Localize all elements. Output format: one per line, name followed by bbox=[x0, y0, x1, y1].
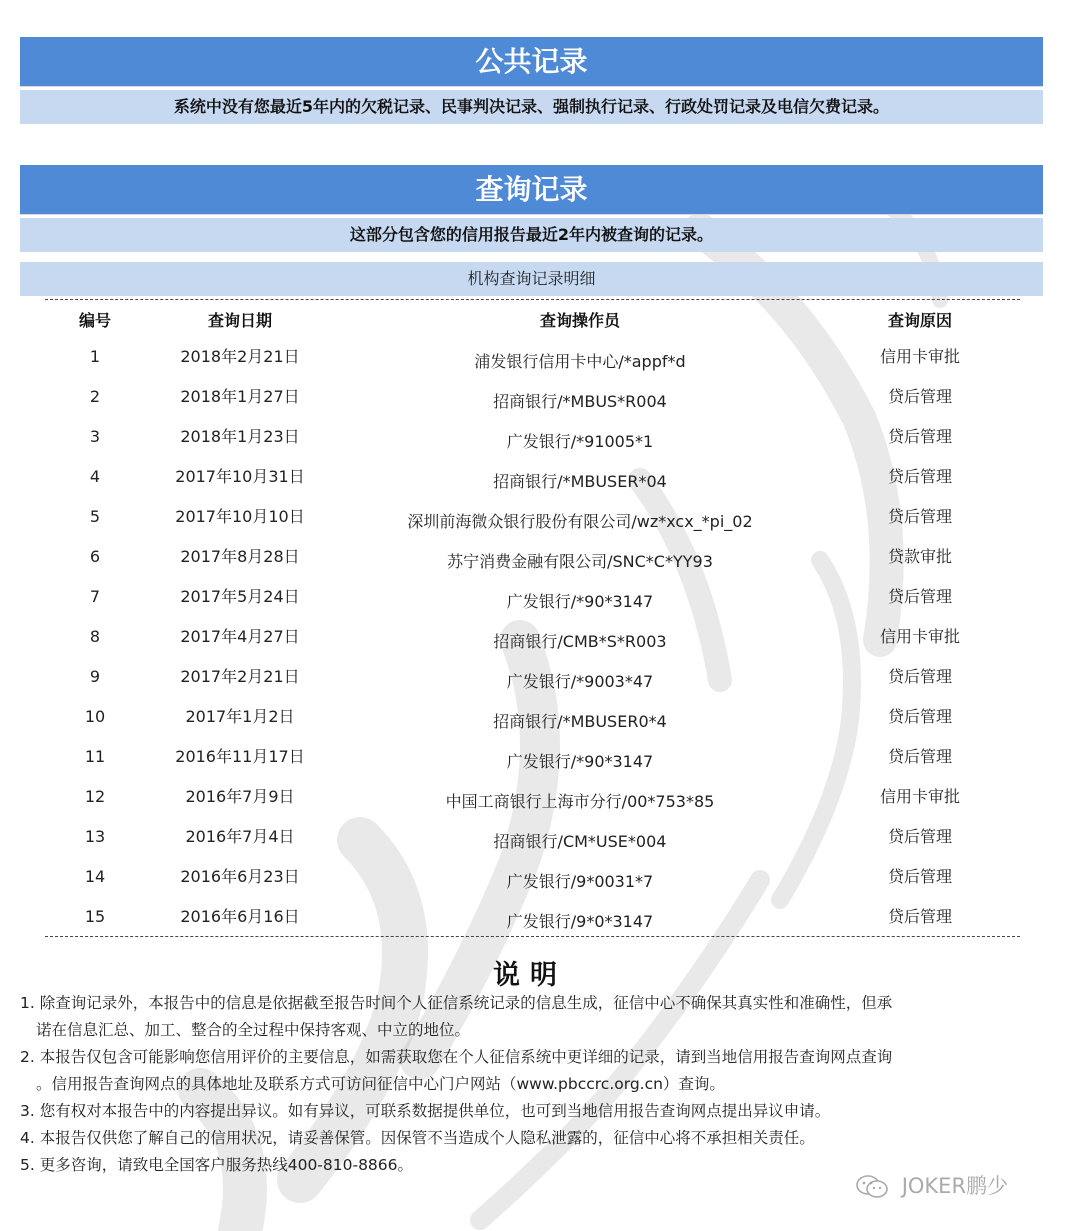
row-date: 2017年5月24日 bbox=[180, 587, 300, 606]
notes-title: 说明 bbox=[493, 960, 567, 991]
note-item: 1. 除查询记录外，本报告中的信息是依据截至报告时间个人征信系统记录的信息生成，征信中心不确保其真实性和准确性，但承 bbox=[20, 994, 893, 1012]
table-row bbox=[0, 465, 1080, 505]
row-reason: 信用卡审批 bbox=[879, 627, 960, 646]
row-reason: 贷后管理 bbox=[887, 827, 952, 846]
row-number: 7 bbox=[89, 587, 101, 606]
row-operator: 广发银行/*90*3147 bbox=[506, 592, 654, 611]
table-row bbox=[0, 345, 1080, 385]
query-records-title: 查询记录 bbox=[20, 165, 1043, 215]
public-records-title: 公共记录 bbox=[20, 37, 1043, 87]
table-row bbox=[0, 785, 1080, 825]
table-row bbox=[0, 825, 1080, 865]
note-item: 3. 您有权对本报告中的内容提出异议。如有异议，可联系数据提供单位，也可到当地信用报告查询网点提出异议申请。 bbox=[20, 1102, 831, 1120]
table-row bbox=[0, 425, 1080, 465]
column-header-number: 编号 bbox=[78, 311, 111, 330]
brand-name: JOKER鹏少 bbox=[901, 1174, 1009, 1198]
row-operator: 浦发银行信用卡中心/*appf*d bbox=[474, 352, 686, 371]
table-row bbox=[0, 545, 1080, 585]
row-reason: 贷后管理 bbox=[887, 707, 952, 726]
note-item: 4. 本报告仅供您了解自己的信用状况，请妥善保管。因保管不当造成个人隐私泄露的，征信中心将不承担相关责任。 bbox=[20, 1129, 815, 1147]
row-date: 2017年2月21日 bbox=[180, 667, 300, 686]
row-reason: 贷后管理 bbox=[887, 427, 952, 446]
query-table-header bbox=[0, 308, 1080, 334]
row-number: 4 bbox=[89, 467, 101, 486]
row-date: 2017年1月2日 bbox=[185, 707, 295, 726]
row-number: 1 bbox=[89, 347, 101, 366]
note-item-continuation: 诺在信息汇总、加工、整合的全过程中保持客观、中立的地位。 bbox=[36, 1021, 471, 1039]
note-item: 5. 更多咨询，请致电全国客户服务热线400-810-8866。 bbox=[20, 1156, 414, 1174]
row-number: 2 bbox=[89, 387, 101, 406]
row-operator: 苏宁消费金融有限公司/SNC*C*YY93 bbox=[447, 552, 713, 571]
row-number: 13 bbox=[84, 827, 106, 846]
row-date: 2016年11月17日 bbox=[175, 747, 305, 766]
row-number: 3 bbox=[89, 427, 101, 446]
row-operator: 招商银行/CM*USE*004 bbox=[493, 832, 667, 851]
row-date: 2018年2月21日 bbox=[180, 347, 300, 366]
public-records-summary: 系统中没有您最近5年内的欠税记录、民事判决记录、强制执行记录、行政处罚记录及电信欠费记录。 bbox=[20, 90, 1043, 124]
column-header-operator: 查询操作员 bbox=[539, 311, 620, 330]
row-operator: 招商银行/*MBUS*R004 bbox=[493, 392, 667, 411]
row-number: 5 bbox=[89, 507, 101, 526]
row-operator: 招商银行/*MBUSER*04 bbox=[493, 472, 667, 491]
row-operator: 广发银行/*91005*1 bbox=[506, 432, 654, 451]
table-row bbox=[0, 905, 1080, 945]
row-operator: 广发银行/*90*3147 bbox=[506, 752, 654, 771]
table-row bbox=[0, 705, 1080, 745]
column-header-reason: 查询原因 bbox=[887, 311, 952, 330]
row-number: 11 bbox=[84, 747, 106, 766]
row-date: 2018年1月23日 bbox=[180, 427, 300, 446]
row-reason: 信用卡审批 bbox=[879, 347, 960, 366]
table-top-divider bbox=[45, 299, 1020, 300]
row-reason: 贷后管理 bbox=[887, 587, 952, 606]
row-reason: 贷后管理 bbox=[887, 507, 952, 526]
row-operator: 广发银行/9*0031*7 bbox=[506, 872, 654, 891]
row-number: 10 bbox=[84, 707, 106, 726]
row-date: 2017年10月31日 bbox=[175, 467, 305, 486]
row-number: 9 bbox=[89, 667, 101, 686]
row-number: 12 bbox=[84, 787, 106, 806]
row-reason: 贷后管理 bbox=[887, 907, 952, 926]
row-reason: 信用卡审批 bbox=[879, 787, 960, 806]
table-row bbox=[0, 505, 1080, 545]
row-number: 14 bbox=[84, 867, 106, 886]
column-header-date: 查询日期 bbox=[207, 311, 272, 330]
table-row bbox=[0, 665, 1080, 705]
row-reason: 贷款审批 bbox=[887, 547, 952, 566]
row-reason: 贷后管理 bbox=[887, 387, 952, 406]
query-table-body bbox=[0, 345, 1080, 945]
query-records-summary: 这部分包含您的信用报告最近2年内被查询的记录。 bbox=[20, 218, 1043, 252]
table-bottom-divider bbox=[45, 936, 1020, 937]
table-row bbox=[0, 865, 1080, 905]
row-date: 2016年7月9日 bbox=[185, 787, 295, 806]
row-date: 2017年10月10日 bbox=[175, 507, 305, 526]
row-operator: 广发银行/9*0*3147 bbox=[506, 912, 654, 931]
row-date: 2017年8月28日 bbox=[180, 547, 300, 566]
row-operator: 广发银行/*9003*47 bbox=[506, 672, 654, 691]
row-reason: 贷后管理 bbox=[887, 667, 952, 686]
row-number: 15 bbox=[84, 907, 106, 926]
row-reason: 贷后管理 bbox=[887, 867, 952, 886]
brand-watermark bbox=[855, 1170, 1008, 1200]
row-operator: 深圳前海微众银行股份有限公司/wz*xcx_*pi_02 bbox=[407, 512, 753, 531]
row-date: 2016年6月16日 bbox=[180, 907, 300, 926]
table-row bbox=[0, 385, 1080, 425]
row-date: 2017年4月27日 bbox=[180, 627, 300, 646]
row-number: 8 bbox=[89, 627, 101, 646]
row-reason: 贷后管理 bbox=[887, 467, 952, 486]
row-reason: 贷后管理 bbox=[887, 747, 952, 766]
table-row bbox=[0, 585, 1080, 625]
notes-list bbox=[20, 990, 1040, 1179]
query-table-caption: 机构查询记录明细 bbox=[20, 262, 1043, 296]
row-number: 6 bbox=[89, 547, 101, 566]
row-operator: 中国工商银行上海市分行/00*753*85 bbox=[445, 792, 715, 811]
row-operator: 招商银行/*MBUSER0*4 bbox=[493, 712, 667, 731]
note-item: 2. 本报告仅包含可能影响您信用评价的主要信息，如需获取您在个人征信系统中更详细的记录，请到当地信用报告查询网点查询 bbox=[20, 1048, 893, 1066]
table-row bbox=[0, 625, 1080, 665]
row-operator: 招商银行/CMB*S*R003 bbox=[493, 632, 667, 651]
wechat-icon bbox=[855, 1174, 889, 1200]
note-item-continuation: 。信用报告查询网点的具体地址及联系方式可访问征信中心门户网站（www.pbccrc.org.cn）查询。 bbox=[36, 1075, 725, 1093]
row-date: 2016年7月4日 bbox=[185, 827, 295, 846]
row-date: 2016年6月23日 bbox=[180, 867, 300, 886]
row-date: 2018年1月27日 bbox=[180, 387, 300, 406]
table-row bbox=[0, 745, 1080, 785]
